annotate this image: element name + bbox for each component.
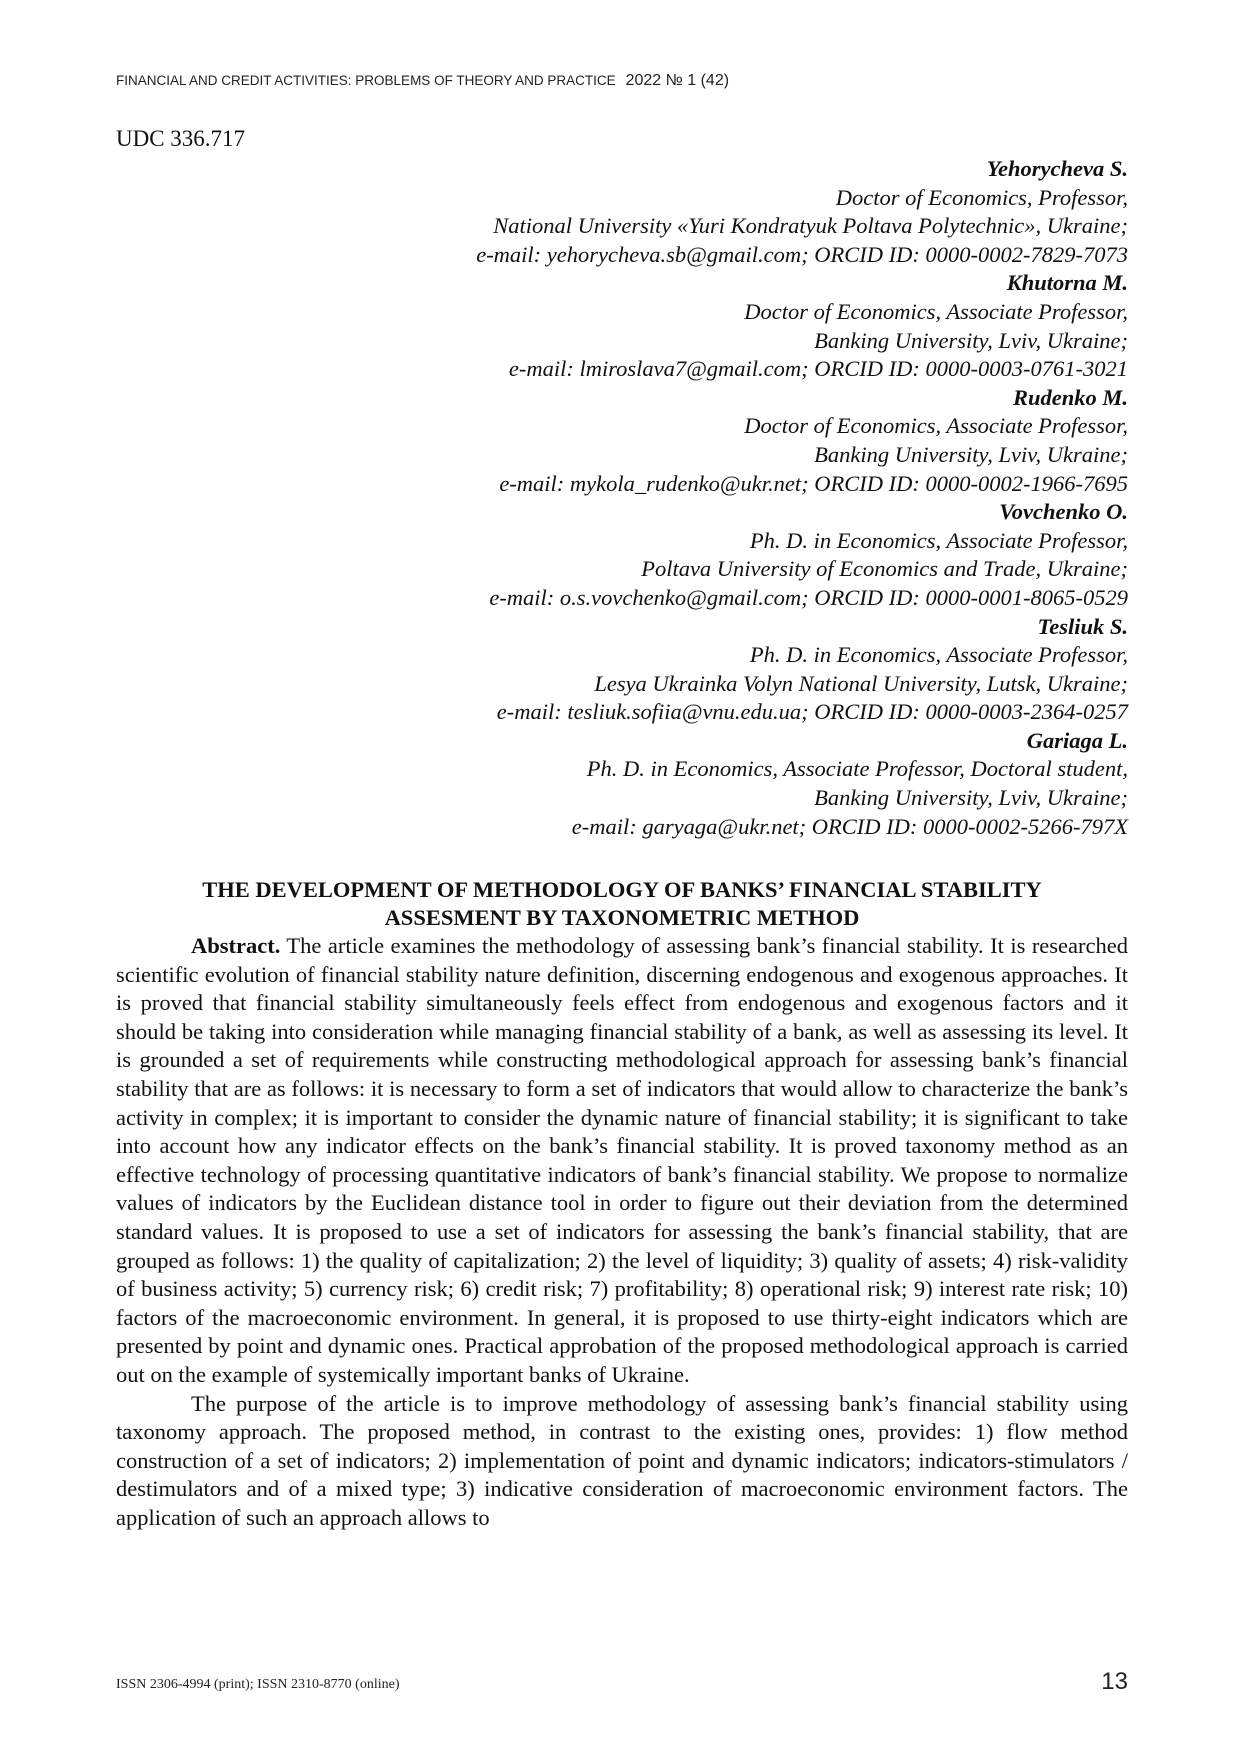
author-contact: e-mail: tesliuk.sofiia@vnu.edu.ua; ORCID ID: 0000-0003-2364-0257 — [496, 699, 1128, 725]
author-degree: Doctor of Economics, Professor, — [835, 184, 1128, 210]
author-name: Vovchenko O. — [999, 499, 1128, 525]
author-degree: Doctor of Economics, Associate Professor, — [744, 298, 1128, 324]
author-name: Rudenko M. — [1012, 384, 1128, 410]
author-block — [228, 384, 1128, 498]
author-contact: e-mail: garyaga@ukr.net; ORCID ID: 0000-0002-5266-797X — [571, 813, 1128, 839]
author-affiliation: Poltava University of Economics and Trade, Ukraine; — [641, 556, 1128, 582]
article-title — [116, 876, 1128, 932]
author-contact: e-mail: o.s.vovchenko@gmail.com; ORCID ID: 0000-0001-8065-0529 — [489, 584, 1128, 610]
author-block — [228, 613, 1128, 727]
author-block — [228, 727, 1128, 841]
author-affiliation: Banking University, Lviv, Ukraine; — [814, 327, 1128, 353]
author-affiliation: Lesya Ukrainka Volyn National University, Lutsk, Ukraine; — [594, 670, 1128, 696]
author-degree: Ph. D. in Economics, Associate Professor, — [749, 527, 1128, 553]
author-degree: Ph. D. in Economics, Associate Professor, — [749, 642, 1128, 668]
author-list — [228, 155, 1128, 841]
author-name: Yehorycheva S. — [986, 156, 1128, 181]
article-title-line: ASSESMENT BY TAXONOMETRIC METHOD — [384, 905, 860, 930]
article-title-line: THE DEVELOPMENT OF METHODOLOGY OF BANKS’ FINANCIAL STABILITY — [202, 877, 1042, 902]
abstract-label: Abstract. — [191, 933, 281, 958]
article-body — [116, 932, 1128, 1532]
author-affiliation: National University «Yuri Kondratyuk Poltava Polytechnic», Ukraine; — [493, 213, 1128, 239]
abstract-text: The article examines the methodology of assessing bank’s financial stability. It is researched scientific evolution of financial stability nature definition, discerning endogenous and exogenous approaches. It is proved that financial stability simultaneously feels effect from endogenous and exogenous factors and it should be taking into consideration while managing financial stability of a bank, as well as assessing its level. It is grounded a set of requirements while constructing methodological approach for assessing bank’s financial stability that are as follows: it is necessary to form a set of indicators that would allow to characterize the bank’s activity in complex; it is important to consider the dynamic nature of financial stability; it is significant to take into account how any indicator effects on the bank’s financial stability. It is proved taxonomy method as an effective technology of processing quantitative indicators of bank’s financial stability. We propose to normalize values of indicators by the Euclidean distance tool in order to figure out their deviation from the determined standard values. It is proposed to use a set of indicators for assessing the bank’s financial stability, that are grouped as follows: 1) the quality of capitalization; 2) the level of liquidity; 3) quality of assets; 4) risk-validity of business activity; 5) currency risk; 6) credit risk; 7) profitability; 8) operational risk; 9) interest rate risk; 10) factors of the macroeconomic environment. In general, it is proposed to use thirty-eight indicators which are presented by point and dynamic ones. Practical approbation of the proposed methodological approach is carried out on the example of systemically important banks of Ukraine. — [116, 933, 1128, 1387]
issue-number: 2022 № 1 (42) — [625, 72, 730, 89]
author-contact: e-mail: lmiroslava7@gmail.com; ORCID ID: 0000-0003-0761-3021 — [508, 356, 1128, 382]
author-name: Khutorna M. — [1006, 270, 1128, 296]
author-block — [228, 155, 1128, 269]
udc-code: UDC 336.717 — [116, 126, 246, 151]
author-affiliation: Banking University, Lviv, Ukraine; — [814, 785, 1128, 811]
footer-issn: ISSN 2306-4994 (print); ISSN 2310-8770 (online) — [116, 1677, 400, 1692]
author-name: Gariaga L. — [1026, 727, 1128, 753]
author-name: Tesliuk S. — [1037, 613, 1128, 639]
author-block — [228, 498, 1128, 612]
purpose-paragraph: The purpose of the article is to improve methodology of assessing bank’s financial stability using taxonomy approach. The proposed method, in contrast to the existing ones, provides: 1) flow method construction of a set of indicators; 2) implementation of point and dynamic indicators; indicators-stimulators / destimulators and of a mixed type; 3) indicative consideration of macroeconomic environment factors. The application of such an approach allows to — [116, 1390, 1128, 1530]
author-affiliation: Banking University, Lviv, Ukraine; — [814, 441, 1128, 467]
author-contact: e-mail: mykola_rudenko@ukr.net; ORCID ID: 0000-0002-1966-7695 — [499, 470, 1128, 496]
journal-title: FINANCIAL AND CREDIT ACTIVITIES: PROBLEMS OF THEORY AND PRACTICE — [116, 73, 616, 88]
author-contact: e-mail: yehorycheva.sb@gmail.com; ORCID ID: 0000-0002-7829-7073 — [476, 241, 1128, 267]
running-header — [116, 72, 729, 90]
abstract-paragraph — [116, 932, 1128, 1390]
author-degree: Doctor of Economics, Associate Professor, — [744, 413, 1128, 439]
author-block — [228, 269, 1128, 383]
page-number: 13 — [1101, 1668, 1128, 1695]
author-degree: Ph. D. in Economics, Associate Professor, Doctoral student, — [586, 756, 1128, 782]
